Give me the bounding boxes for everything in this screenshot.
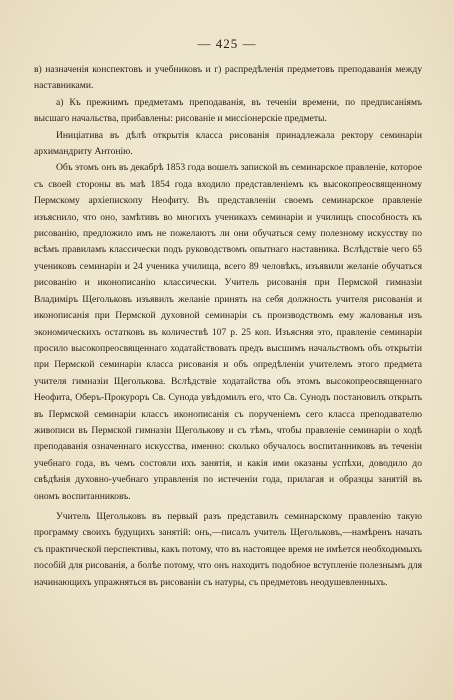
paragraph-continuation: в) назначенія конспектовъ и учебниковъ и г) распредѣленія предметовъ преподаванія между наставниками. [34, 64, 422, 92]
paragraph-history: Объ этомъ онъ въ декабрѣ 1853 года вошелъ запиской въ семинарское правленіе, которое съ своей стороны въ маѣ 1854 года входило представленіемъ къ высокопреосвященному Пермскому архіепископу Неофиту. Въ представленіи своемъ семинарское правленіе изъяснило, что оно, замѣтивъ во многихъ ученикахъ семинаріи и училищъ способность къ рисованію, предложило имъ не пожелаютъ ли они обучаться сему полезному искусству по всѣмъ правиламъ классически подъ руководствомъ опытнаго наставника. Вслѣдствіе чего 65 учениковъ семинаріи и 24 ученика училища, всего 89 человѣкъ, изъявили желаніе обучаться рисованію и иконописанію классически. Учитель рисованія при Пермской гимназіи Владиміръ Щегольковъ изъявилъ желаніе принять на себя должность учителя рисованія и иконописанія при Пермской духовной семинаріи съ производствомъ ему жалованья изъ экономическихъ остатковъ въ количествѣ 107 р. 25 коп. Изъясняя это, правленіе семинаріи просило высокопреосвященнаго ходатайствовать предъ высшимъ начальствомъ объ открытіи при Пермской семинаріи класса рисованія и объ опредѣленіи учителемъ этого предмета учителя гимназіи Щеголькова. Вслѣдствіе ходатайства объ этомъ высокопреосвященнаго Неофита, Оберъ-Прокуроръ Св. Сунода увѣдомилъ его, что Св. Сунодъ постановилъ открыть въ Пермской семинаріи классъ иконописанія съ порученіемъ сего класса преподавателю живописи въ Пермской гимназіи Щеголькову и съ тѣмъ, чтобы правленіе семинаріи о ходѣ преподаванія означеннаго искусства, именно: сколько обучалось воспитанниковъ въ теченіи учебнаго года, въ чемъ состояли ихъ занятія, и какія ими оказаны успѣхи, доводило до свѣдѣнія духовно-учебнаго управленія по истеченіи года, прилагая и образцы занятій въ ономъ воспитанниковъ. [34, 162, 422, 502]
paragraph-subjects: а) Къ прежнимъ предметамъ преподаванія, въ теченіи времени, по предписаніямъ высшаго начальства, прибавлены: рисованіе и миссіонерскіе предметы. [34, 96, 422, 125]
paragraph-program: Учитель Щегольковъ въ первый разъ представилъ семинарскому правленію такую программу своихъ будущихъ занятій: онъ,—писалъ учитель Щегольковъ,—намѣренъ начать съ практической перспективы, какъ потому, что въ настоящее время не имѣется необходимыхъ пособій для рисованія, а болѣе потому, что онъ находитъ подобное вступленіе полезнымъ для начинающихъ упражняться въ рисованіи съ натуры, съ предметовъ неодушевленныхъ. [34, 510, 422, 588]
page-number: — 425 — [197, 36, 257, 51]
paragraph-initiative: Иниціатива въ дѣлѣ открытія класса рисованія принадлежала ректору семинаріи архимандриту Антонію. [34, 129, 422, 158]
page-body [34, 62, 422, 591]
